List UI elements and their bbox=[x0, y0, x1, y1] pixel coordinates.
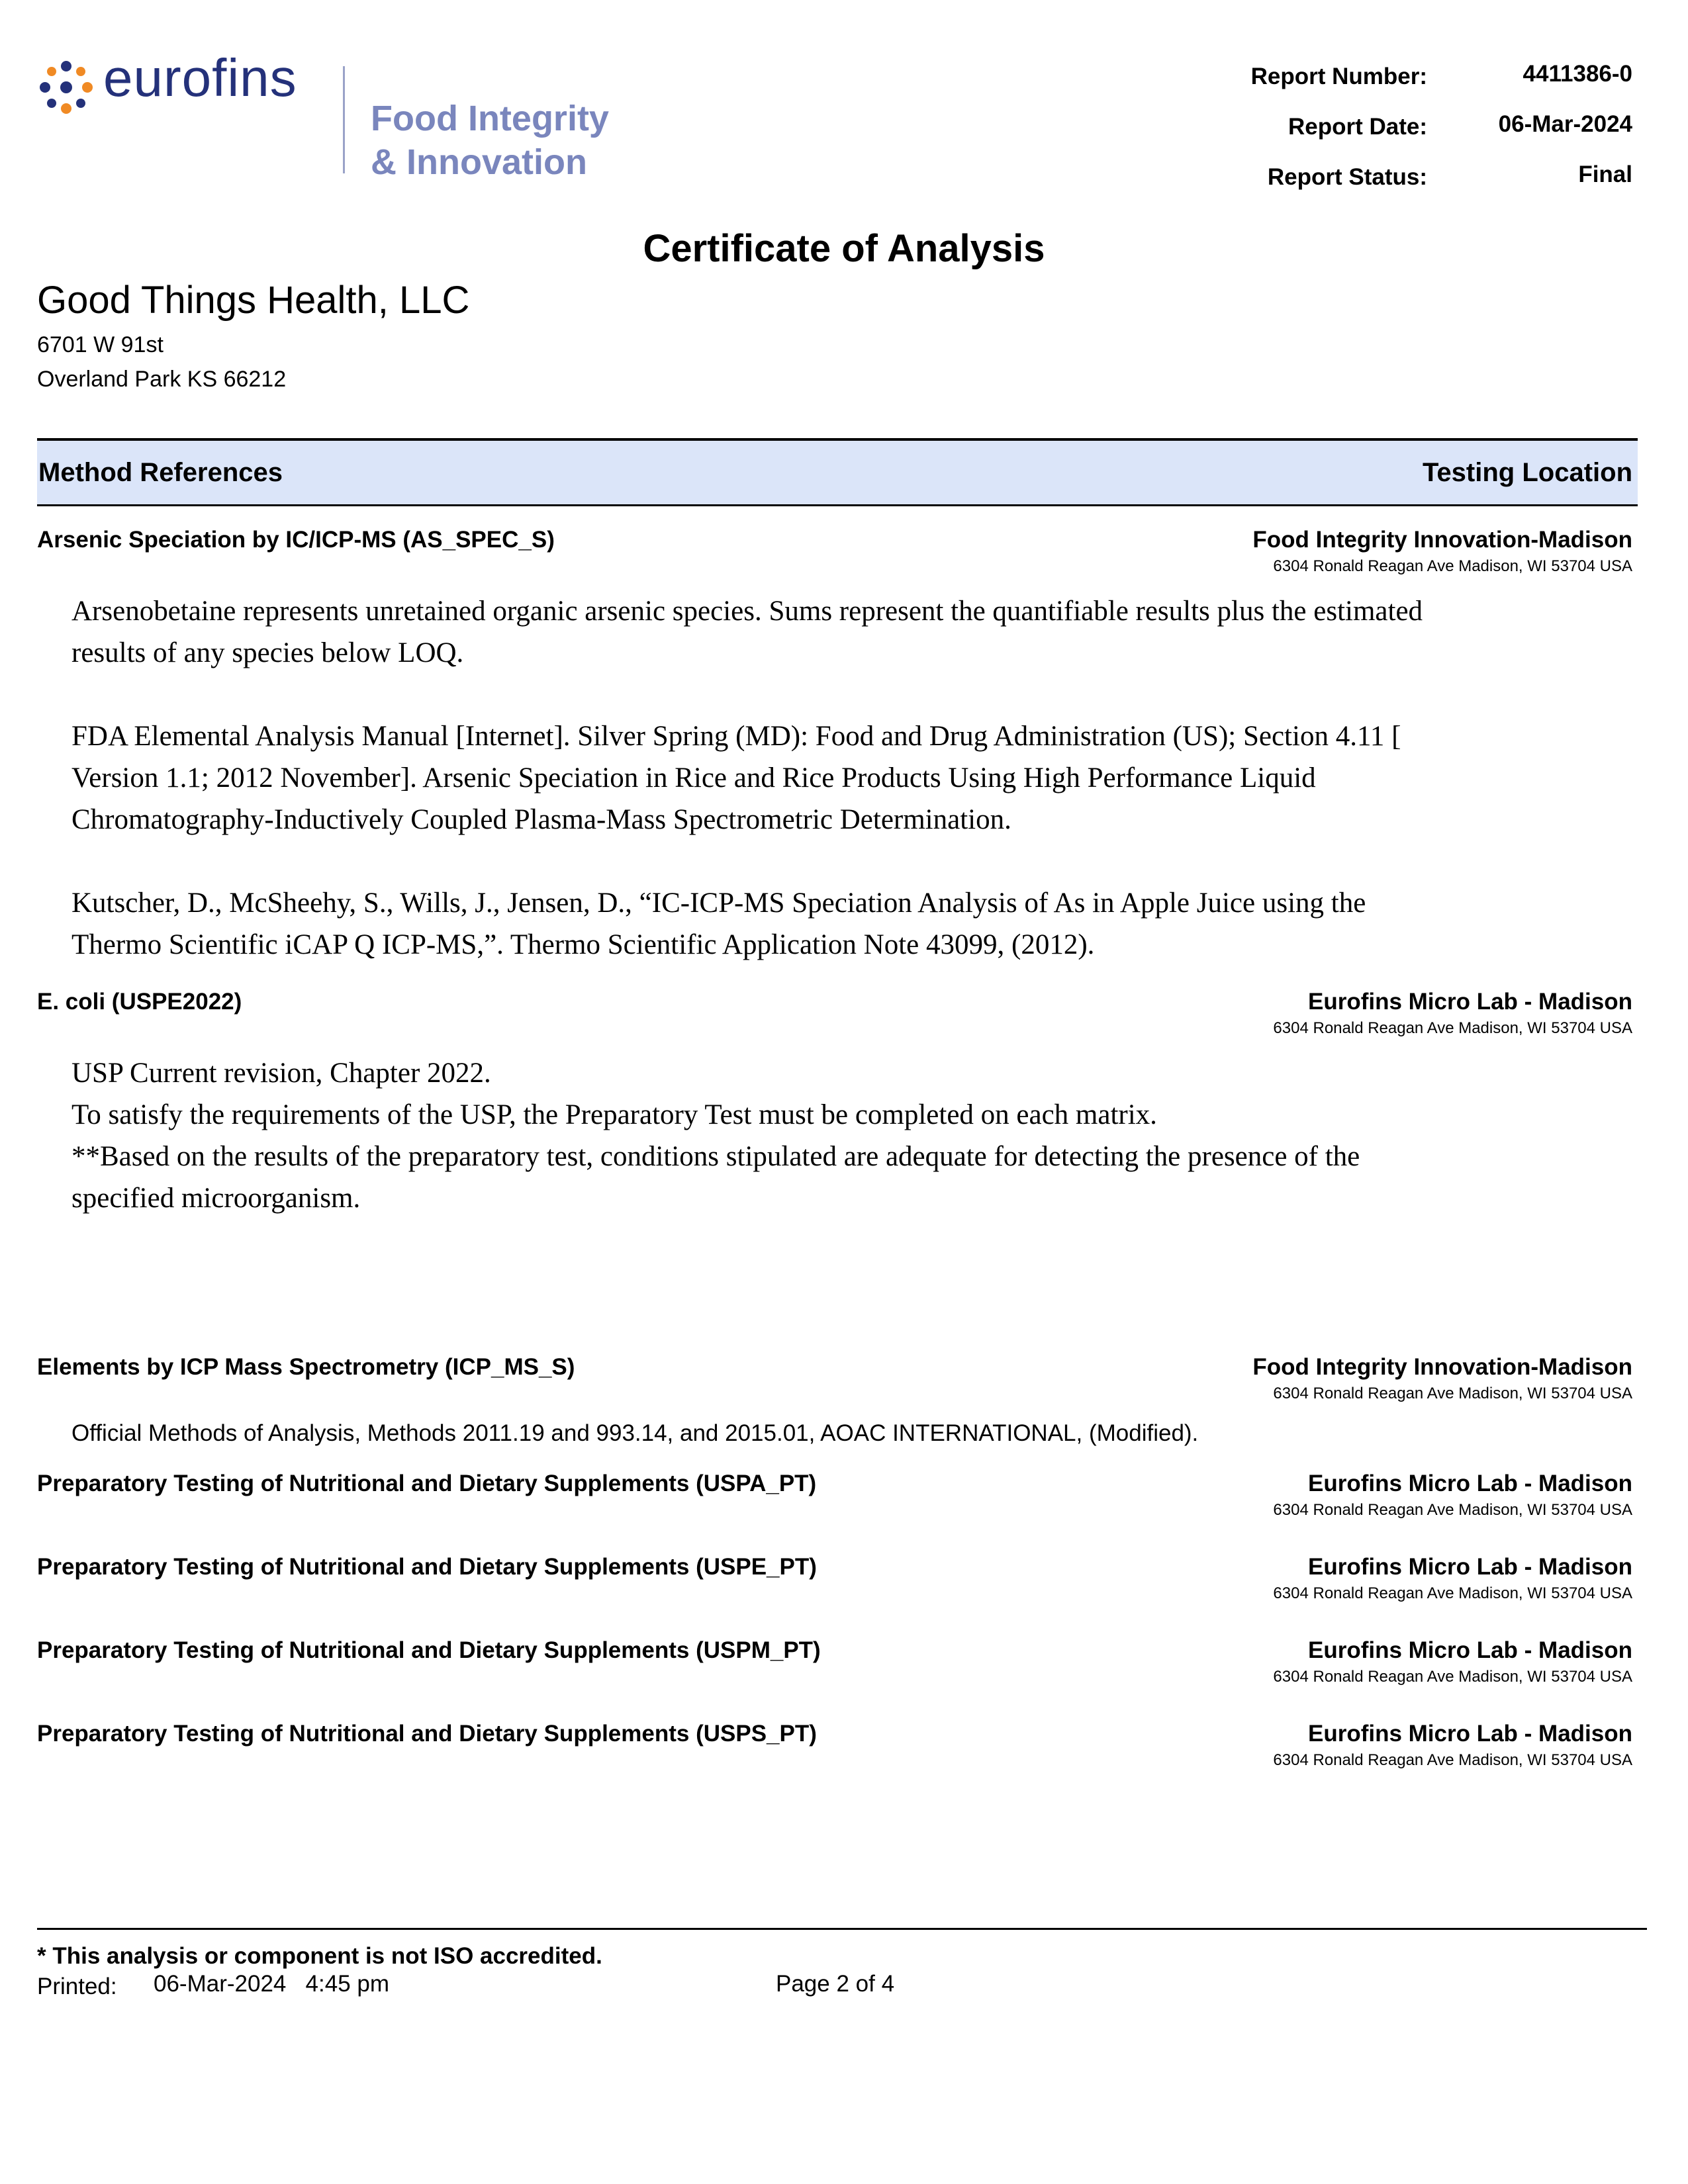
iso-accreditation-note: * This analysis or component is not ISO accredited. bbox=[37, 1943, 602, 1969]
method-name: Preparatory Testing of Nutritional and Dietary Supplements (USPS_PT) bbox=[37, 1721, 817, 1747]
page-title: Certificate of Analysis bbox=[643, 227, 1045, 270]
testing-location: Food Integrity Innovation-Madison bbox=[1252, 527, 1632, 553]
method-note: USP Current revision, Chapter 2022. bbox=[71, 1058, 491, 1089]
client-address-line1: 6701 W 91st bbox=[37, 332, 164, 357]
report-date-value: 06-Mar-2024 bbox=[1498, 111, 1632, 137]
method-note: **Based on the results of the preparatory test, conditions stipulated are adequate for detecting the presence of the bbox=[71, 1141, 1360, 1172]
method-name: E. coli (USPE2022) bbox=[37, 989, 242, 1015]
testing-address: 6304 Ronald Reagan Ave Madison, WI 53704 USA bbox=[1273, 1668, 1632, 1686]
logo-divider bbox=[343, 66, 345, 173]
method-note: Chromatography-Inductively Coupled Plasma-Mass Spectrometric Determination. bbox=[71, 804, 1011, 835]
method-note: specified microorganism. bbox=[71, 1183, 361, 1214]
testing-address: 6304 Ronald Reagan Ave Madison, WI 53704 USA bbox=[1273, 1751, 1632, 1769]
client-name: Good Things Health, LLC bbox=[37, 279, 470, 322]
logo-subtitle bbox=[371, 97, 609, 184]
method-note: Version 1.1; 2012 November]. Arsenic Speciation in Rice and Rice Products Using High Performance Liquid bbox=[71, 762, 1316, 794]
logo-wordmark: eurofins bbox=[103, 48, 297, 107]
testing-location-heading: Testing Location bbox=[1422, 458, 1632, 487]
method-name: Preparatory Testing of Nutritional and Dietary Supplements (USPA_PT) bbox=[37, 1471, 817, 1496]
testing-location: Eurofins Micro Lab - Madison bbox=[1307, 1721, 1632, 1747]
testing-location: Eurofins Micro Lab - Madison bbox=[1307, 1637, 1632, 1663]
method-note: Thermo Scientific iCAP Q ICP-MS,”. Thermo Scientific Application Note 43099, (2012). bbox=[71, 929, 1095, 960]
method-note: FDA Elemental Analysis Manual [Internet]. Silver Spring (MD): Food and Drug Administration (US); Section 4.11 [ bbox=[71, 721, 1401, 752]
logo-subtitle-line2: & Innovation bbox=[371, 142, 587, 182]
footer-rule bbox=[37, 1928, 1647, 1930]
client-address-line2: Overland Park KS 66212 bbox=[37, 367, 287, 392]
testing-address: 6304 Ronald Reagan Ave Madison, WI 53704 USA bbox=[1273, 1019, 1632, 1037]
header-bar-bottom-rule bbox=[37, 504, 1638, 506]
testing-address: 6304 Ronald Reagan Ave Madison, WI 53704 USA bbox=[1273, 1584, 1632, 1602]
report-number-label: Report Number: bbox=[1250, 64, 1427, 89]
printed-label: Printed: bbox=[37, 1974, 117, 1999]
method-references-heading: Method References bbox=[38, 458, 283, 487]
eurofins-logo-mark-icon bbox=[37, 58, 95, 116]
method-note: To satisfy the requirements of the USP, the Preparatory Test must be completed on each matrix. bbox=[71, 1099, 1157, 1130]
testing-location: Eurofins Micro Lab - Madison bbox=[1307, 1471, 1632, 1496]
report-number-value: 4411386-0 bbox=[1523, 61, 1632, 87]
testing-address: 6304 Ronald Reagan Ave Madison, WI 53704 USA bbox=[1273, 1501, 1632, 1519]
testing-location: Eurofins Micro Lab - Madison bbox=[1307, 989, 1632, 1015]
testing-location: Food Integrity Innovation-Madison bbox=[1252, 1354, 1632, 1380]
testing-address: 6304 Ronald Reagan Ave Madison, WI 53704 USA bbox=[1273, 1385, 1632, 1402]
method-note: results of any species below LOQ. bbox=[71, 637, 464, 668]
method-name: Preparatory Testing of Nutritional and Dietary Supplements (USPE_PT) bbox=[37, 1554, 817, 1580]
method-name: Elements by ICP Mass Spectrometry (ICP_MS_S) bbox=[37, 1354, 575, 1380]
logo-subtitle-line1: Food Integrity bbox=[371, 99, 609, 138]
testing-address: 6304 Ronald Reagan Ave Madison, WI 53704 USA bbox=[1273, 557, 1632, 575]
method-name: Preparatory Testing of Nutritional and Dietary Supplements (USPM_PT) bbox=[37, 1637, 821, 1663]
method-note: Official Methods of Analysis, Methods 2011.19 and 993.14, and 2015.01, AOAC INTERNATIONAL, (Modified). bbox=[71, 1420, 1199, 1446]
report-status-value: Final bbox=[1578, 161, 1632, 187]
page-number: Page 2 of 4 bbox=[776, 1971, 895, 1997]
method-name: Arsenic Speciation by IC/ICP-MS (AS_SPEC_S) bbox=[37, 527, 555, 553]
printed-datetime: 06-Mar-2024 4:45 pm bbox=[154, 1971, 390, 1997]
method-note: Arsenobetaine represents unretained organic arsenic species. Sums represent the quantifiable results plus the estimated bbox=[71, 596, 1423, 627]
testing-location: Eurofins Micro Lab - Madison bbox=[1307, 1554, 1632, 1580]
report-status-label: Report Status: bbox=[1267, 164, 1427, 190]
method-note: Kutscher, D., McSheehy, S., Wills, J., Jensen, D., “IC-ICP-MS Speciation Analysis of As in Apple Juice using the bbox=[71, 887, 1366, 919]
report-date-label: Report Date: bbox=[1288, 114, 1427, 140]
